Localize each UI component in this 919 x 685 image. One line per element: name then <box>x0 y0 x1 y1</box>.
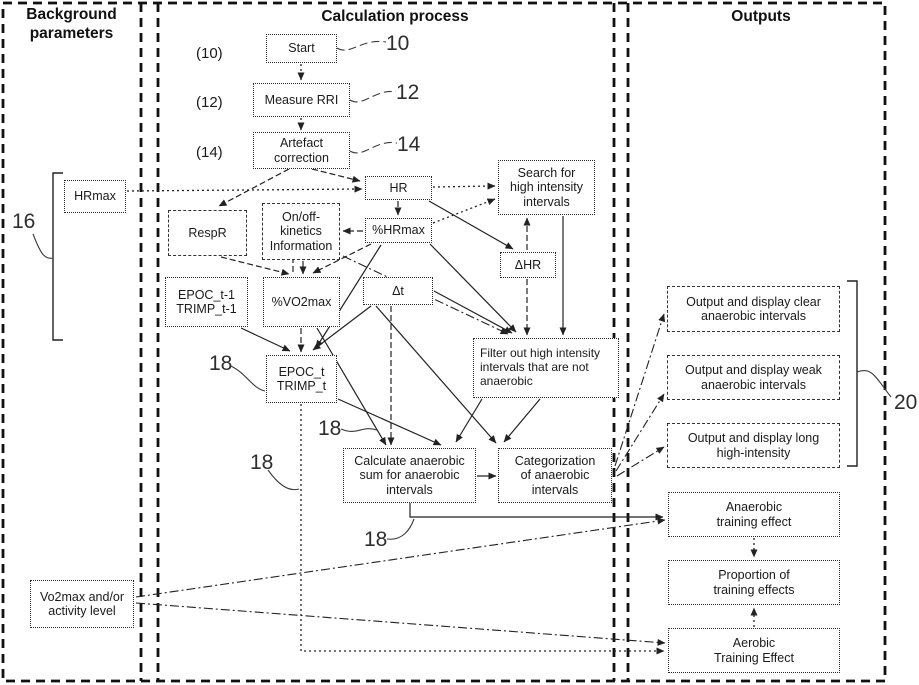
node-respr: RespR <box>168 210 247 256</box>
step-label-12: (12) <box>196 94 223 111</box>
column-title-calculation: Calculation process <box>321 8 469 25</box>
node-pct-vo2max: %VO2max <box>263 277 340 327</box>
step-label-10: (10) <box>196 45 223 62</box>
node-epoc-t: EPOC_t TRIMP_t <box>266 355 337 403</box>
node-artefact-correction: Artefact correction <box>253 132 350 169</box>
ref-18-a: 18 <box>209 352 233 375</box>
column-title-outputs: Outputs <box>731 8 791 25</box>
bracket-20 <box>847 281 857 466</box>
node-onoff-kinetics: On/off- kinetics Information <box>262 203 340 260</box>
ref-10: 10 <box>386 32 410 55</box>
node-anaerobic-training-effect: Anaerobic training effect <box>668 492 840 537</box>
ref-12: 12 <box>396 81 420 104</box>
node-vo2max-activity: Vo2max and/or activity level <box>30 580 134 628</box>
ref-18-b: 18 <box>318 417 342 440</box>
node-proportion-training-effects: Proportion of training effects <box>668 560 840 605</box>
ref-14: 14 <box>397 133 421 156</box>
ref-16: 16 <box>12 210 36 233</box>
node-epoc-prev: EPOC_t-1 TRIMP_t-1 <box>165 277 248 327</box>
node-search-high-intensity: Search for high intensity intervals <box>498 160 595 215</box>
step-label-14: (14) <box>196 144 223 161</box>
node-filter-intervals: Filter out high intensity intervals that are not anaerobic <box>473 338 619 398</box>
node-hr: HR <box>365 176 432 200</box>
node-categorization: Categorization of anaerobic intervals <box>498 448 612 503</box>
node-aerobic-training-effect: Aerobic Training Effect <box>668 628 840 673</box>
node-output-long-high-intensity: Output and display long high-intensity <box>667 423 840 468</box>
node-delta-hr: ΔHR <box>500 252 556 278</box>
node-pct-hrmax: %HRmax <box>365 218 432 243</box>
ref-18-d: 18 <box>364 528 388 551</box>
ref-20: 20 <box>894 391 918 414</box>
node-output-clear-intervals: Output and display clear anaerobic intervals <box>667 286 840 332</box>
ref-18-c: 18 <box>250 451 274 474</box>
node-start: Start <box>266 34 337 63</box>
node-output-weak-intervals: Output and display weak anaerobic intervals <box>667 355 840 400</box>
column-title-background: Background parameters <box>26 6 117 42</box>
bracket-16 <box>53 173 63 340</box>
node-delta-t: Δt <box>363 277 433 305</box>
node-calc-anaerobic-sum: Calculate anaerobic sum for anaerobic intervals <box>343 448 476 503</box>
node-measure-rri: Measure RRI <box>253 83 350 117</box>
node-hrmax: HRmax <box>64 180 126 213</box>
